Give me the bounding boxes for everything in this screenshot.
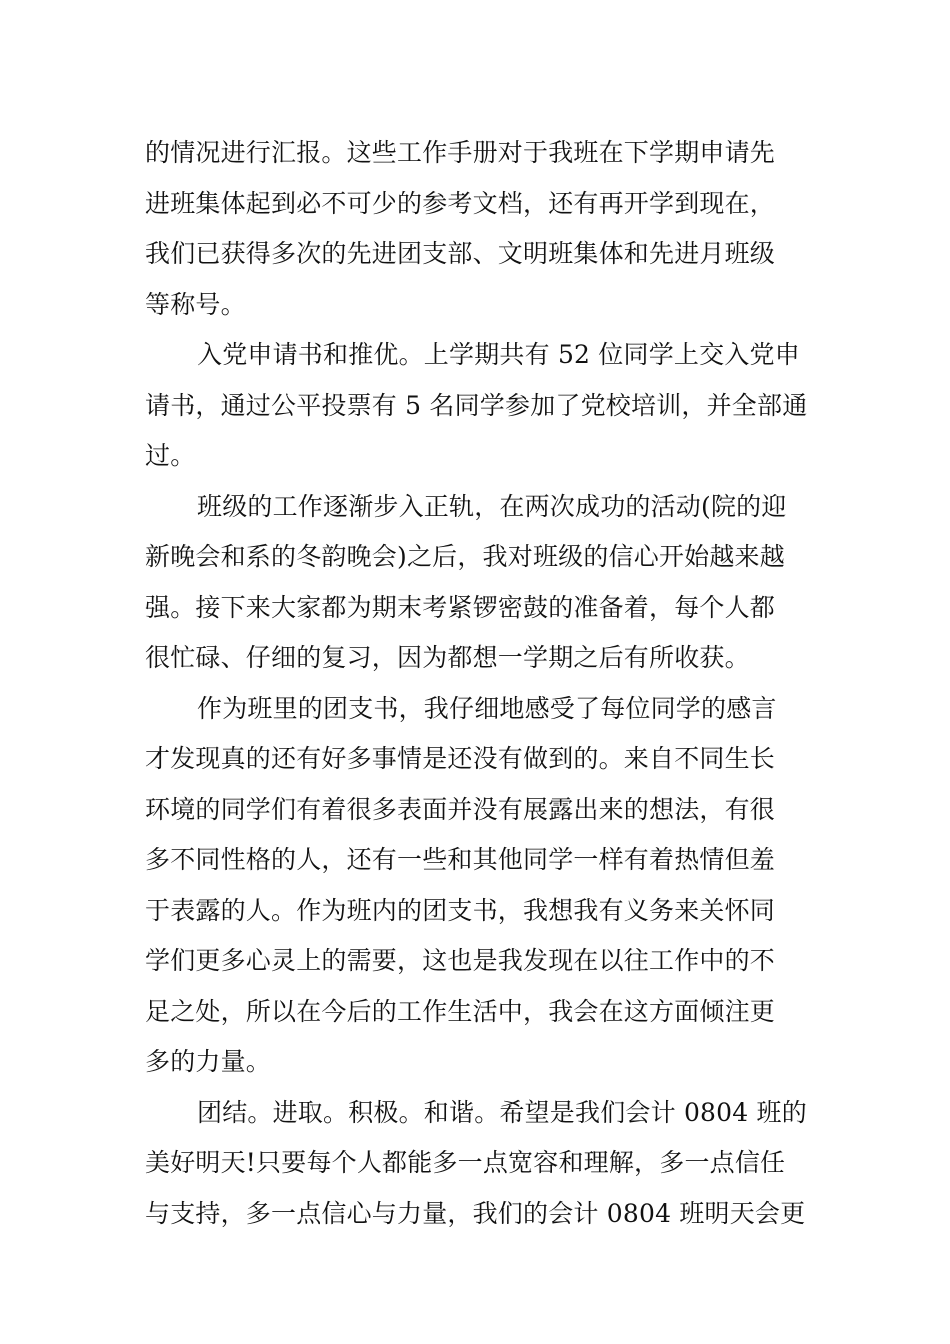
text-line: 很忙碌、仔细的复习，因为都想一学期之后有所收获。 [145, 643, 750, 672]
text-line: 才发现真的还有好多事情是还没有做到的。来自不同生长 [145, 744, 776, 773]
text-line: 足之处，所以在今后的工作生活中，我会在这方面倾注更 [145, 996, 776, 1026]
text-line: 多的力量。 [145, 1047, 272, 1076]
text-line: 等称号。 [145, 289, 246, 319]
paragraph [145, 330, 810, 482]
text-line: 进班集体起到必不可少的参考文档，还有再开学到现在， [145, 188, 776, 218]
text-line: 请书，通过公平投票有 5 名同学参加了党校培训，并全部通 [145, 390, 808, 420]
text-line: 学们更多心灵上的需要，这也是我发现在以往工作中的不 [145, 946, 776, 975]
text-line: 的情况进行汇报。这些工作手册对于我班在下学期申请先 [145, 138, 776, 167]
text-line: 入党申请书和推优。上学期共有 52 位同学上交入党申 [197, 340, 800, 369]
text-line: 过。 [145, 441, 196, 470]
text-line: 美好明天!只要每个人都能多一点宽容和理解，多一点信任 [145, 1148, 786, 1177]
paragraph [145, 482, 810, 684]
text-line: 强。接下来大家都为期末考紧锣密鼓的准备着，每个人都 [145, 592, 776, 622]
text-line: 于表露的人。作为班内的团支书，我想我有义务来关怀同 [145, 895, 776, 925]
text-line: 多不同性格的人，还有一些和其他同学一样有着热情但羞 [145, 845, 776, 874]
text-line: 与支持，多一点信心与力量，我们的会计 0804 班明天会更 [145, 1198, 806, 1228]
text-line: 作为班里的团支书，我仔细地感受了每位同学的感言 [197, 693, 777, 723]
text-line: 团结。进取。积极。和谐。希望是我们会计 0804 班的 [197, 1097, 807, 1127]
text-line: 环境的同学们有着很多表面并没有展露出来的想法，有很 [145, 794, 776, 824]
text-line: 我们已获得多次的先进团支部、文明班集体和先进月班级 [145, 239, 776, 268]
document-body [145, 128, 810, 1239]
paragraph [145, 684, 810, 1088]
paragraph [145, 1088, 810, 1240]
text-line: 新晚会和系的冬韵晚会)之后，我对班级的信心开始越来越 [145, 542, 785, 571]
paragraph [145, 128, 810, 330]
text-line: 班级的工作逐渐步入正轨，在两次成功的活动(院的迎 [197, 491, 787, 521]
